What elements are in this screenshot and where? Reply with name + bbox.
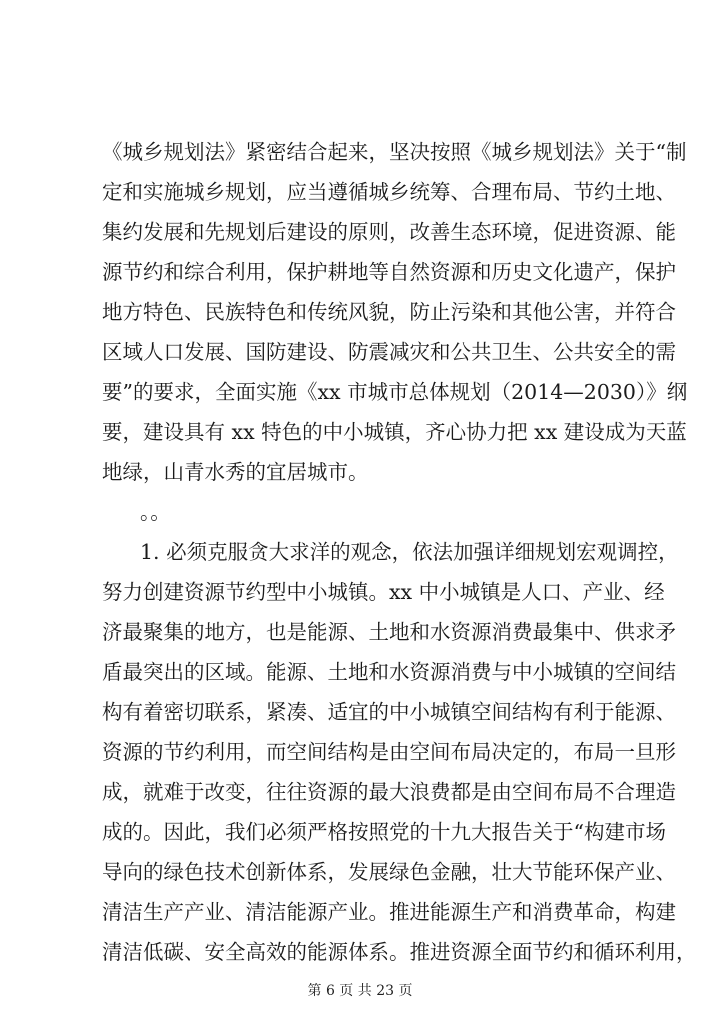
body-text-line: 清洁低碳、安全高效的能源体系。推进资源全面节约和循环利用， (102, 940, 697, 964)
body-text-line: 区域人口发展、国防建设、防震减灾和公共卫生、公共安全的需 (102, 340, 676, 364)
body-text-line: 《城乡规划法》紧密结合起来，坚决按照《城乡规划法》关于“制 (102, 140, 687, 164)
body-text-line: 源节约和综合利用，保护耕地等自然资源和历史文化遗产，保护 (102, 260, 676, 284)
body-text-line: 地绿，山青水秀的宜居城市。 (102, 460, 369, 484)
body-text-line: 清洁生产产业、清洁能源产业。推进能源生产和消费革命，构建 (102, 900, 676, 924)
body-text-line: 1. 必须克服贪大求洋的观念，依法加强详细规划宏观调控， (140, 540, 679, 564)
body-text-line: 要”的要求，全面实施《xx 市城市总体规划（2014—2030）》纲 (102, 380, 688, 404)
body-text-line: 济最聚集的地方，也是能源、土地和水资源消费最集中、供求矛 (102, 620, 676, 644)
body-text-line: 成，就难于改变，往往资源的最大浪费都是由空间布局不合理造 (102, 780, 676, 804)
body-text-line: 导向的绿色技术创新体系，发展绿色金融，壮大节能环保产业、 (102, 860, 676, 884)
separator-marks: 。。 (140, 500, 171, 524)
page-number-footer: 第 6 页 共 23 页 (307, 983, 413, 999)
body-text-line: 资源的节约利用，而空间结构是由空间布局决定的，布局一旦形 (102, 740, 676, 764)
body-text-line: 构有着密切联系，紧凑、适宜的中小城镇空间结构有利于能源、 (102, 700, 676, 724)
body-text-line: 定和实施城乡规划，应当遵循城乡统筹、合理布局、节约土地、 (102, 180, 676, 204)
body-text-line: 盾最突出的区域。能源、土地和水资源消费与中小城镇的空间结 (102, 660, 676, 684)
body-text-line: 集约发展和先规划后建设的原则，改善生态环境，促进资源、能 (102, 220, 676, 244)
body-text-line: 努力创建资源节约型中小城镇。xx 中小城镇是人口、产业、经 (102, 580, 665, 604)
body-text-line: 成的。因此，我们必须严格按照党的十九大报告关于“构建市场 (102, 820, 666, 844)
body-text-line: 地方特色、民族特色和传统风貌，防止污染和其他公害，并符合 (102, 300, 676, 324)
body-text-line: 要，建设具有 xx 特色的中小城镇，齐心协力把 xx 建设成为天蓝 (102, 420, 687, 444)
